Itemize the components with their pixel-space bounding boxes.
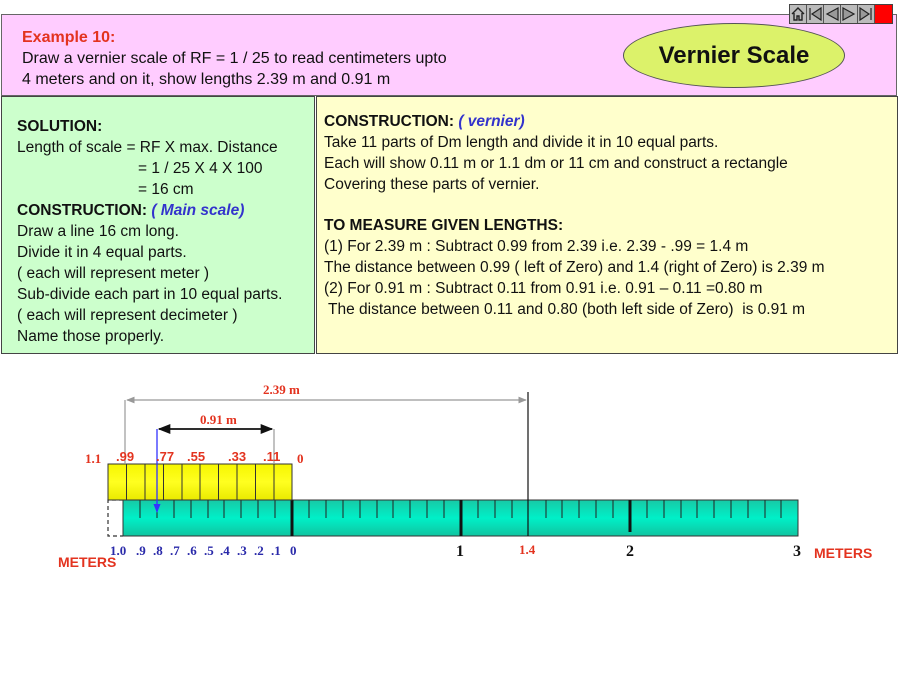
- solution-step: ( each will represent decimeter ): [17, 307, 238, 324]
- marker-label-1-4: 1.4: [519, 542, 536, 557]
- sub-scale-label: .5: [204, 543, 214, 558]
- main-scale: [108, 500, 798, 536]
- sub-scale-label: .6: [187, 543, 197, 558]
- solution-step: Name those properly.: [17, 328, 165, 345]
- construction-label: CONSTRUCTION:: [324, 113, 459, 130]
- sub-scale-label: .7: [170, 543, 180, 558]
- problem-statement-line-1: Draw a vernier scale of RF = 1 / 25 to read centimeters upto: [22, 50, 447, 67]
- solution-step: Sub-divide each part in 10 equal parts.: [17, 286, 283, 303]
- measure-heading: TO MEASURE GIVEN LENGTHS:: [324, 217, 564, 234]
- solution-heading: SOLUTION:: [17, 118, 103, 135]
- main-scale-label: 2: [626, 543, 634, 560]
- vernier-label: 1.1: [85, 451, 102, 466]
- sub-scale-label: .8: [153, 543, 163, 558]
- example-title: Example 10:: [22, 29, 116, 46]
- units-label-right: METERS: [814, 545, 873, 561]
- solution-step: Divide it in 4 equal parts.: [17, 244, 187, 261]
- solution-step: ( each will represent meter ): [17, 265, 210, 282]
- sub-scale-label: 0: [290, 543, 297, 558]
- vernier-step: Each will show 0.11 m or 1.1 dm or 11 cm and construct a rectangle: [324, 155, 788, 172]
- sub-scale-label: .4: [220, 543, 230, 558]
- measure-line: (1) For 2.39 m : Subtract 0.99 from 2.39 i.e. 2.39 - .99 = 1.4 m: [324, 238, 749, 255]
- dimension-label-2-39m: 2.39 m: [263, 382, 300, 397]
- measure-line: (2) For 0.91 m : Subtract 0.11 from 0.91 i.e. 0.91 – 0.11 =0.80 m: [324, 280, 763, 297]
- sub-scale-label: .1: [271, 543, 281, 558]
- units-label-left: METERS: [58, 554, 117, 570]
- vernier-label: .77: [156, 449, 175, 464]
- measure-line: The distance between 0.99 ( left of Zero) and 1.4 (right of Zero) is 2.39 m: [324, 259, 825, 276]
- dimension-label-0-91m: 0.91 m: [200, 412, 237, 427]
- vernier-label: 0: [297, 451, 304, 466]
- vernier-label: .11: [263, 449, 281, 464]
- vernier-label: .33: [228, 449, 247, 464]
- main-scale-label: ( Main scale): [151, 202, 245, 219]
- problem-statement-line-2: 4 meters and on it, show lengths 2.39 m and 0.91 m: [22, 71, 391, 88]
- vernier-scale: [108, 464, 292, 500]
- main-scale-label: 3: [793, 543, 801, 560]
- measure-line: The distance between 0.11 and 0.80 (both left side of Zero) is 0.91 m: [324, 301, 806, 318]
- main-scale-label: 1: [456, 543, 464, 560]
- solution-line-1: Length of scale = RF X max. Distance: [17, 139, 278, 156]
- sub-scale-label: .3: [237, 543, 247, 558]
- vernier-label: .55: [187, 449, 206, 464]
- vernier-label: .99: [116, 449, 135, 464]
- solution-line-2: = 1 / 25 X 4 X 100: [138, 160, 263, 177]
- vernier-step: Take 11 parts of Dm length and divide it in 10 equal parts.: [324, 134, 719, 151]
- sub-scale-label: .9: [136, 543, 146, 558]
- vernier-label: ( vernier): [458, 113, 525, 130]
- construction-label: CONSTRUCTION:: [17, 202, 152, 219]
- title-badge-text: Vernier Scale: [658, 41, 810, 69]
- sub-scale-label: 1.0: [110, 543, 127, 558]
- vernier-step: Covering these parts of vernier.: [324, 176, 540, 193]
- sub-scale-label: .2: [254, 543, 264, 558]
- solution-line-3: = 16 cm: [138, 181, 194, 198]
- solution-step: Draw a line 16 cm long.: [17, 223, 179, 240]
